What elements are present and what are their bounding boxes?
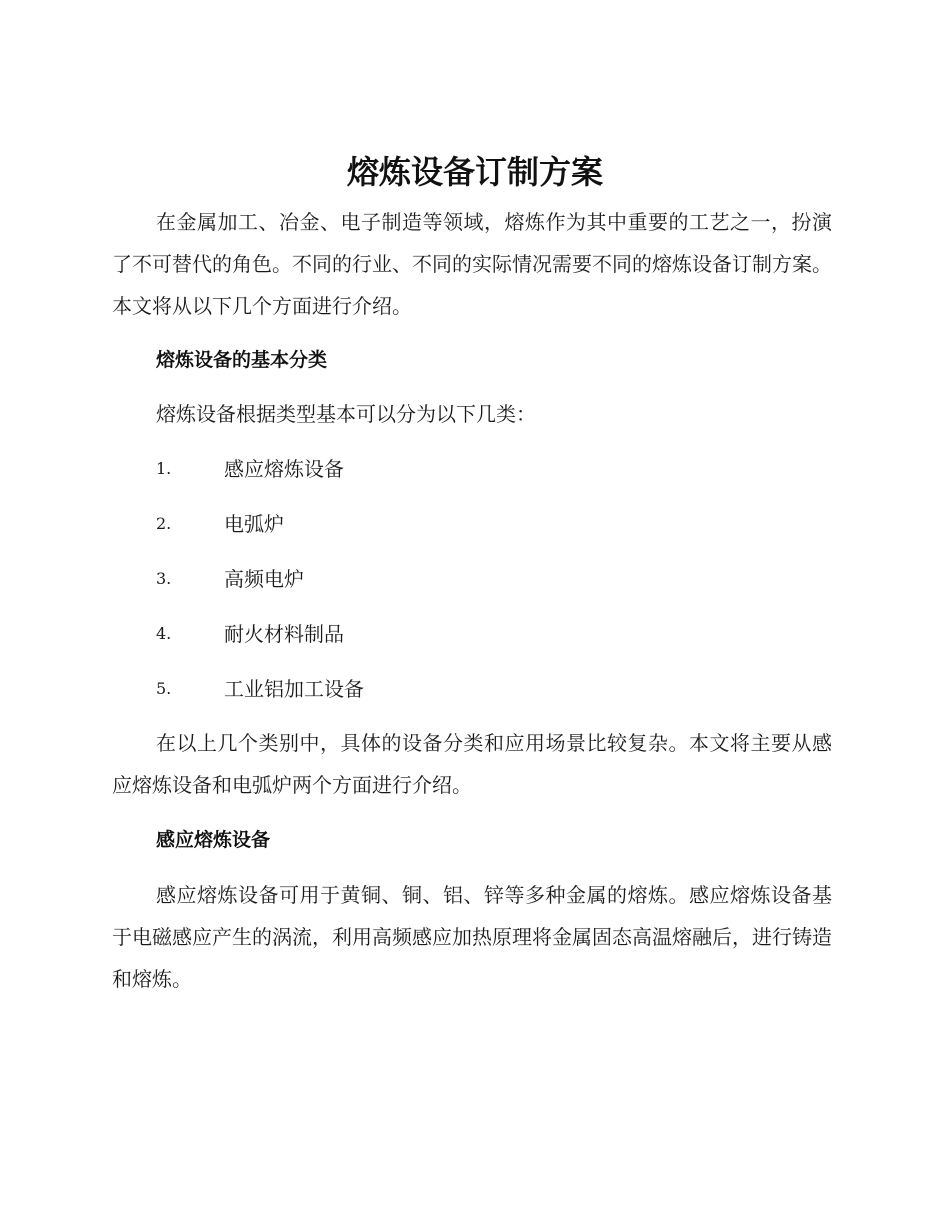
section-heading-induction: 感应熔炼设备 <box>156 829 271 851</box>
classification-lead: 熔炼设备根据类型基本可以分为以下几类： <box>156 402 536 426</box>
list-item <box>156 564 836 594</box>
list-text: 电弧炉 <box>224 512 284 536</box>
list-number: 4. <box>156 624 172 643</box>
list-number: 1. <box>156 459 172 478</box>
list-text: 高频电炉 <box>224 567 304 591</box>
document-title: 熔炼设备订制方案 <box>346 153 603 191</box>
list-item <box>156 454 836 484</box>
list-text: 工业铝加工设备 <box>224 677 364 701</box>
classification-closing-paragraph: 在以上几个类别中，具体的设备分类和应用场景比较复杂。本文将主要从感应熔炼设备和电弧炉两个方面进行介绍。 <box>112 731 832 797</box>
list-number: 2. <box>156 514 172 533</box>
list-text: 感应熔炼设备 <box>224 457 344 481</box>
section-heading-classification: 熔炼设备的基本分类 <box>156 349 328 371</box>
list-number: 5. <box>156 679 172 698</box>
intro-paragraph: 在金属加工、冶金、电子制造等领域，熔炼作为其中重要的工艺之一，扮演了不可替代的角色。不同的行业、不同的实际情况需要不同的熔炼设备订制方案。本文将从以下几个方面进行介绍。 <box>112 210 832 318</box>
list-number: 3. <box>156 569 172 588</box>
induction-paragraph: 感应熔炼设备可用于黄铜、铜、铝、锌等多种金属的熔炼。感应熔炼设备基于电磁感应产生的涡流，利用高频感应加热原理将金属固态高温熔融后，进行铸造和熔炼。 <box>112 883 832 991</box>
list-text: 耐火材料制品 <box>224 622 344 646</box>
list-item <box>156 619 836 649</box>
list-item <box>156 509 836 539</box>
list-item <box>156 674 836 704</box>
